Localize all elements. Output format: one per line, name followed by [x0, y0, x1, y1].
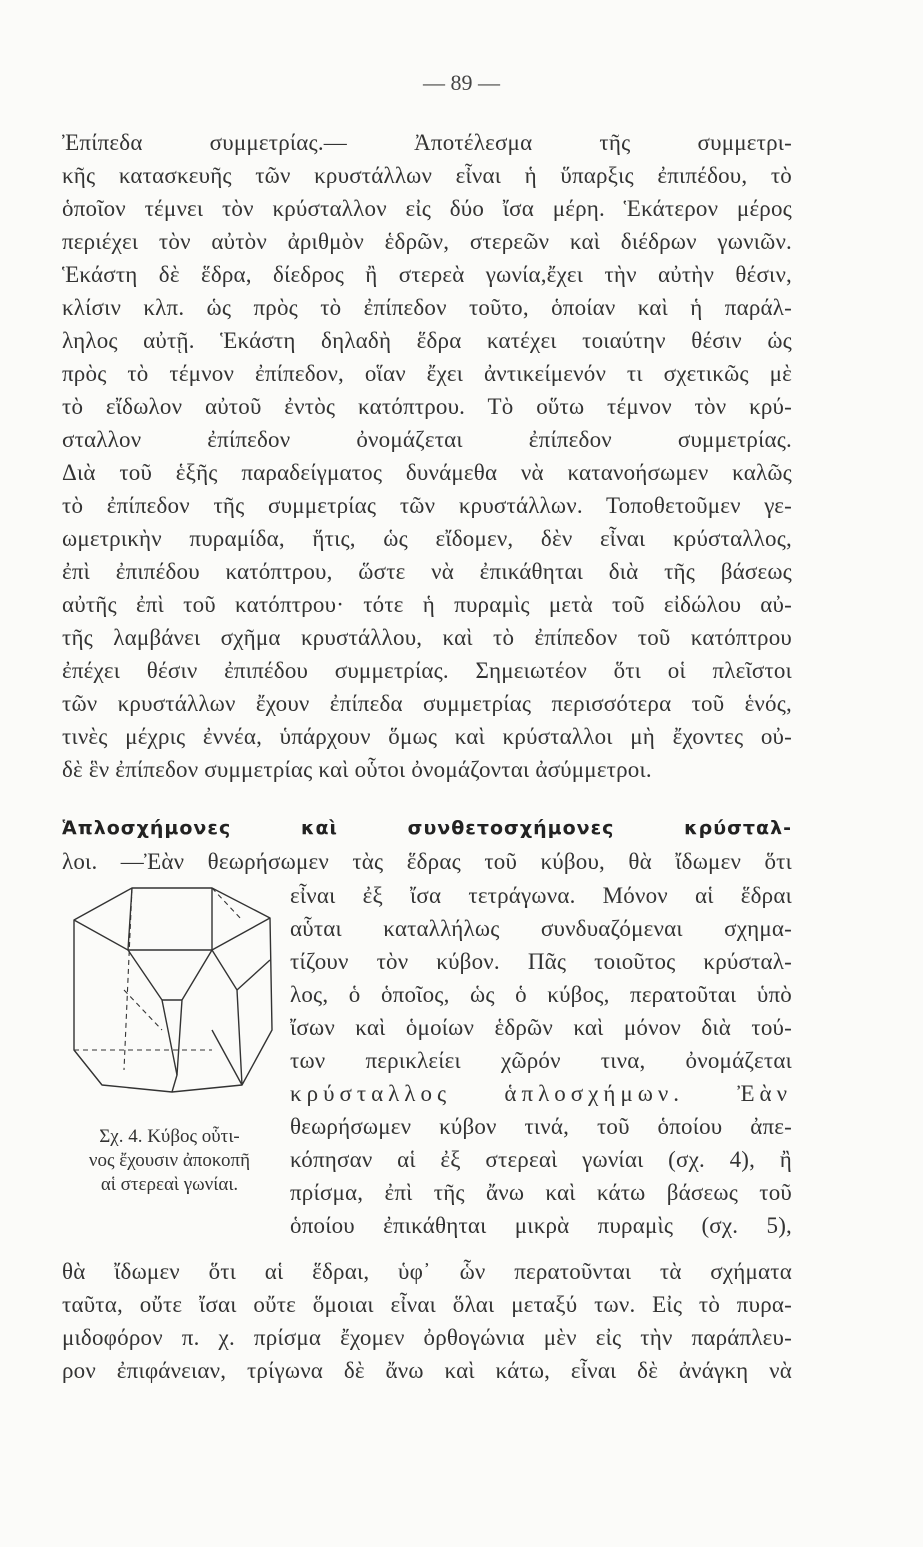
text-line: κόπησαν αἱ ἐξ στερεαὶ γωνίαι (σχ. 4), ἢ	[290, 1147, 792, 1172]
text-line: κρύσταλλος ἁπλοσχήμων. Ἐὰν	[290, 1081, 792, 1106]
closing-text	[62, 1255, 792, 1387]
caption-line: αἱ στερεαὶ γωνίαι.	[100, 1174, 239, 1195]
text-line: ωμετρικὴν πυραμίδα, ἥτις, ὡς εἴδομεν, δὲν εἶναι κρύσταλλος,	[62, 526, 792, 551]
text-line: ἐπὶ ἐπιπέδου κατόπτρου, ὥστε νὰ ἐπικάθηται διὰ τῆς βάσεως	[62, 559, 792, 584]
text-line: πρὸς τὸ τέμνον ἐπίπεδον, οἵαν ἔχει ἀντικείμενόν τι σχετικῶς μὲ	[62, 361, 792, 386]
text-line: ταῦτα, οὔτε ἴσαι οὔτε ὅμοιαι εἶναι ὅλαι μεταξύ των. Εἰς τὸ πυρα-	[62, 1292, 792, 1317]
text-line: πρίσμα, ἐπὶ τῆς ἄνω καὶ κάτω βάσεως τοῦ	[290, 1180, 792, 1205]
caption-line: νος ἔχουσιν ἀποκοπῆ	[88, 1150, 251, 1171]
text-line: τὸ εἴδωλον αὐτοῦ ἐντὸς κατόπτρου. Τὸ οὕτω τέμνον τὸν κρύ-	[62, 394, 792, 419]
text-line: τῶν κρυστάλλων ἔχουν ἐπίπεδα συμμετρίας περισσότερα τοῦ ἑνός,	[62, 691, 792, 716]
page-number: — 89 —	[423, 70, 500, 95]
text-line: αὗται καταλλήλως συνδυαζόμεναι σχημα-	[290, 916, 792, 941]
text-line: κῆς κατασκευῆς τῶν κρυστάλλων εἶναι ἡ ὕπαρξις ἐπιπέδου, τὸ	[62, 163, 792, 188]
figure-caption	[62, 1125, 277, 1197]
text-line: τίζουν τὸν κύβον. Πᾶς τοιοῦτος κρύσταλ-	[290, 949, 792, 974]
text-line: εἶναι ἐξ ἴσα τετράγωνα. Μόνον αἱ ἕδραι	[290, 883, 792, 908]
text-line: ὁποίου ἐπικάθηται μικρὰ πυραμὶς (σχ. 5),	[290, 1213, 792, 1238]
text-line: των περικλείει χῶρόν τινα, ὀνομάζεται	[290, 1048, 792, 1073]
truncated-cube-drawing	[62, 880, 282, 1120]
text-line: κλίσιν κλπ. ὡς πρὸς τὸ ἐπίπεδον τοῦτο, ὁποίαν καὶ ἡ παράλ-	[62, 295, 792, 320]
text-line: αὐτῆς ἐπὶ τοῦ κατόπτρου· τότε ἡ πυραμὶς μετὰ τοῦ εἰδώλου αὐ-	[62, 592, 792, 617]
text-line: τῆς λαμβάνει σχῆμα κρυστάλλου, καὶ τὸ ἐπίπεδον τοῦ κατόπτρου	[62, 625, 792, 650]
text-line: Διὰ τοῦ ἑξῆς παραδείγματος δυνάμεθα νὰ κατανοήσωμεν καλῶς	[62, 460, 792, 485]
text-line: ὁποῖον τέμνει τὸν κρύσταλλον εἰς δύο ἴσα μέρη. Ἑκάτερον μέρος	[62, 196, 792, 221]
text-line: τὸ ἐπίπεδον τῆς συμμετρίας τῶν κρυστάλλων. Τοποθετοῦμεν γε-	[62, 493, 792, 518]
text-line: σταλλον ἐπίπεδον ὀνομάζεται ἐπίπεδον συμμετρίας.	[62, 427, 792, 452]
section-heading: Ἁπλοσχήμονες καὶ συνθετοσχήμονες κρύσταλ-	[62, 817, 792, 839]
text-line: λοι. —Ἐὰν θεωρήσωμεν τὰς ἕδρας τοῦ κύβου, θὰ ἴδωμεν ὅτι	[62, 849, 792, 874]
side-column-text	[290, 879, 792, 1547]
text-line: δὲ ἓν ἐπίπεδον συμμετρίας καὶ οὗτοι ὀνομάζονται ἀσύμμετροι.	[62, 757, 652, 782]
text-line: Ἑκάστη δὲ ἕδρα, δίεδρος ἢ στερεὰ γωνία,ἔχει τὴν αὐτὴν θέσιν,	[62, 262, 792, 287]
section-simple-compound-heading	[62, 812, 792, 884]
text-line: θεωρήσωμεν κύβον τινά, τοῦ ὁποίου ἀπε-	[290, 1114, 792, 1139]
text-line: τινὲς μέχρις ἐννέα, ὑπάρχουν ὅμως καὶ κρύσταλλοι μὴ ἔχοντες οὐ-	[62, 724, 792, 749]
text-line: μιδοφόρον π. χ. πρίσμα ἔχομεν ὀρθογώνια μὲν εἰς τὴν παράπλευ-	[62, 1325, 792, 1350]
text-line: περιέχει τὸν αὐτὸν ἀριθμὸν ἑδρῶν, στερεῶν καὶ διέδρων γωνιῶν.	[62, 229, 792, 254]
text-line: ληλος αὐτῇ. Ἑκάστη δηλαδὴ ἕδρα κατέχει τοιαύτην θέσιν ὡς	[62, 328, 792, 353]
section-symmetry-planes	[62, 126, 792, 796]
text-line: θὰ ἴδωμεν ὅτι αἱ ἕδραι, ὑφ᾽ ὧν περατοῦνται τὰ σχήματα	[62, 1259, 792, 1284]
text-line: λος, ὁ ὁποῖος, ὡς ὁ κύβος, περατοῦται ὑπὸ	[290, 982, 792, 1007]
text-line: ἴσων καὶ ὁμοίων ἑδρῶν καὶ μόνον διὰ τού-	[290, 1015, 792, 1040]
text-line: ἐπέχει θέσιν ἐπιπέδου συμμετρίας. Σημειωτέον ὅτι οἱ πλεῖστοι	[62, 658, 792, 683]
caption-line: Σχ. 4. Κύβος οὗτι-	[99, 1126, 240, 1147]
text-line: ρον ἐπιφάνειαν, τρίγωνα δὲ ἄνω καὶ κάτω, εἶναι δὲ ἀνάγκη νὰ	[62, 1358, 792, 1383]
text-line: Ἐπίπεδα συμμετρίας.— Ἀποτέλεσμα τῆς συμμετρι-	[62, 130, 792, 155]
